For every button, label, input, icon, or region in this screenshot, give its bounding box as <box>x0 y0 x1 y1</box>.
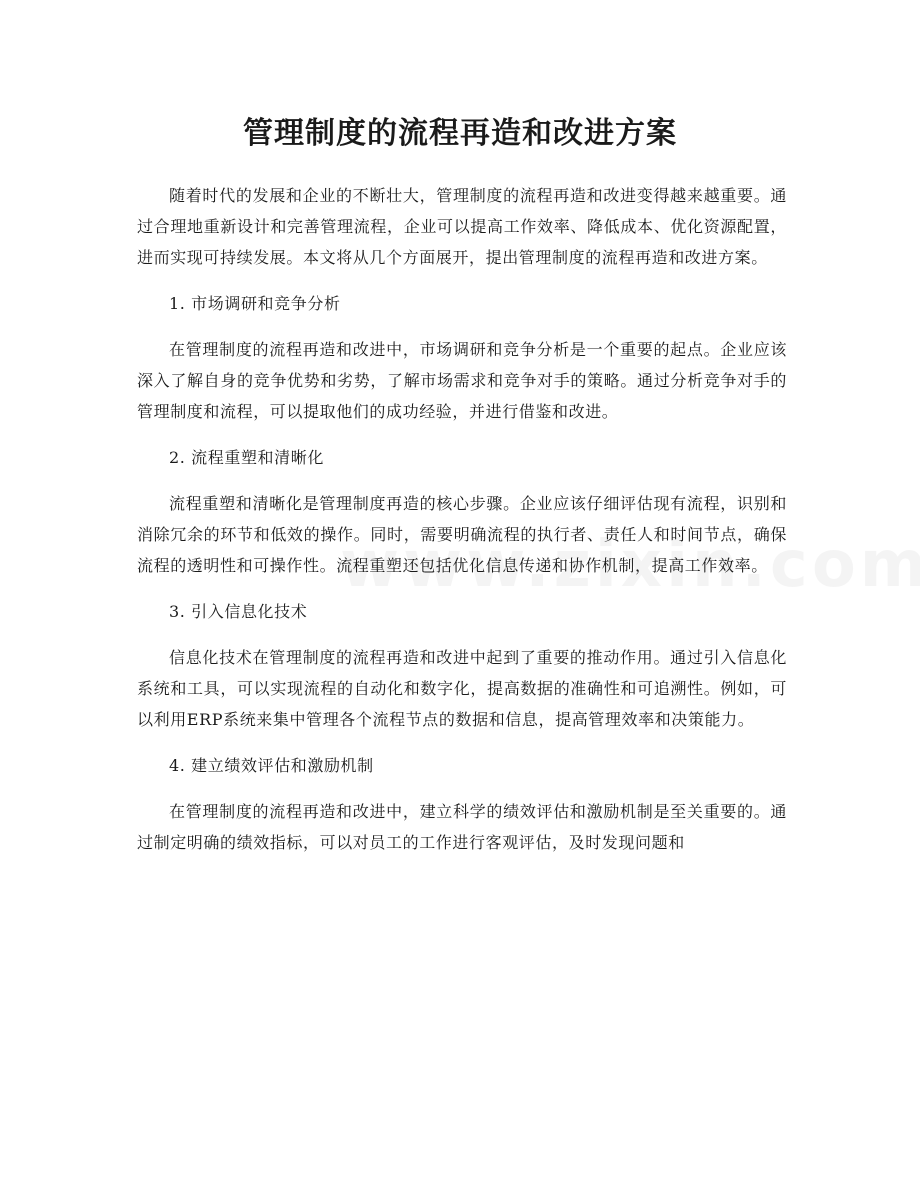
section-heading-4: 4. 建立绩效评估和激励机制 <box>169 756 374 775</box>
section-body-1: 在管理制度的流程再造和改进中，市场调研和竞争分析是一个重要的起点。企业应该深入了解自身的竞争优势和劣势，了解市场需求和竞争对手的策略。通过分析竞争对手的管理制度和流程，可以提取他们的成功经验，并进行借鉴和改进。 <box>137 340 787 421</box>
section-body-2: 流程重塑和清晰化是管理制度再造的核心步骤。企业应该仔细评估现有流程，识别和消除冗余的环节和低效的操作。同时，需要明确流程的执行者、责任人和时间节点，确保流程的透明性和可操作性。流程重塑还包括优化信息传递和协作机制，提高工作效率。 <box>137 494 787 575</box>
section-heading-3: 3. 引入信息化技术 <box>169 602 308 621</box>
section-heading-1: 1. 市场调研和竞争分析 <box>169 294 341 313</box>
page-title: 管理制度的流程再造和改进方案 <box>243 116 677 151</box>
section-heading-2: 2. 流程重塑和清晰化 <box>169 448 324 467</box>
section-body-4: 在管理制度的流程再造和改进中，建立科学的绩效评估和激励机制是至关重要的。通过制定明确的绩效指标，可以对员工的工作进行客观评估，及时发现问题和 <box>137 802 787 852</box>
document-body <box>137 180 787 873</box>
section-body-3: 信息化技术在管理制度的流程再造和改进中起到了重要的推动作用。通过引入信息化系统和工具，可以实现流程的自动化和数字化，提高数据的准确性和可追溯性。例如，可以利用ERP系统来集中管理各个流程节点的数据和信息，提高管理效率和决策能力。 <box>137 648 787 729</box>
intro-paragraph: 随着时代的发展和企业的不断壮大，管理制度的流程再造和改进变得越来越重要。通过合理地重新设计和完善管理流程，企业可以提高工作效率、降低成本、优化资源配置，进而实现可持续发展。本文将从几个方面展开，提出管理制度的流程再造和改进方案。 <box>137 186 787 267</box>
